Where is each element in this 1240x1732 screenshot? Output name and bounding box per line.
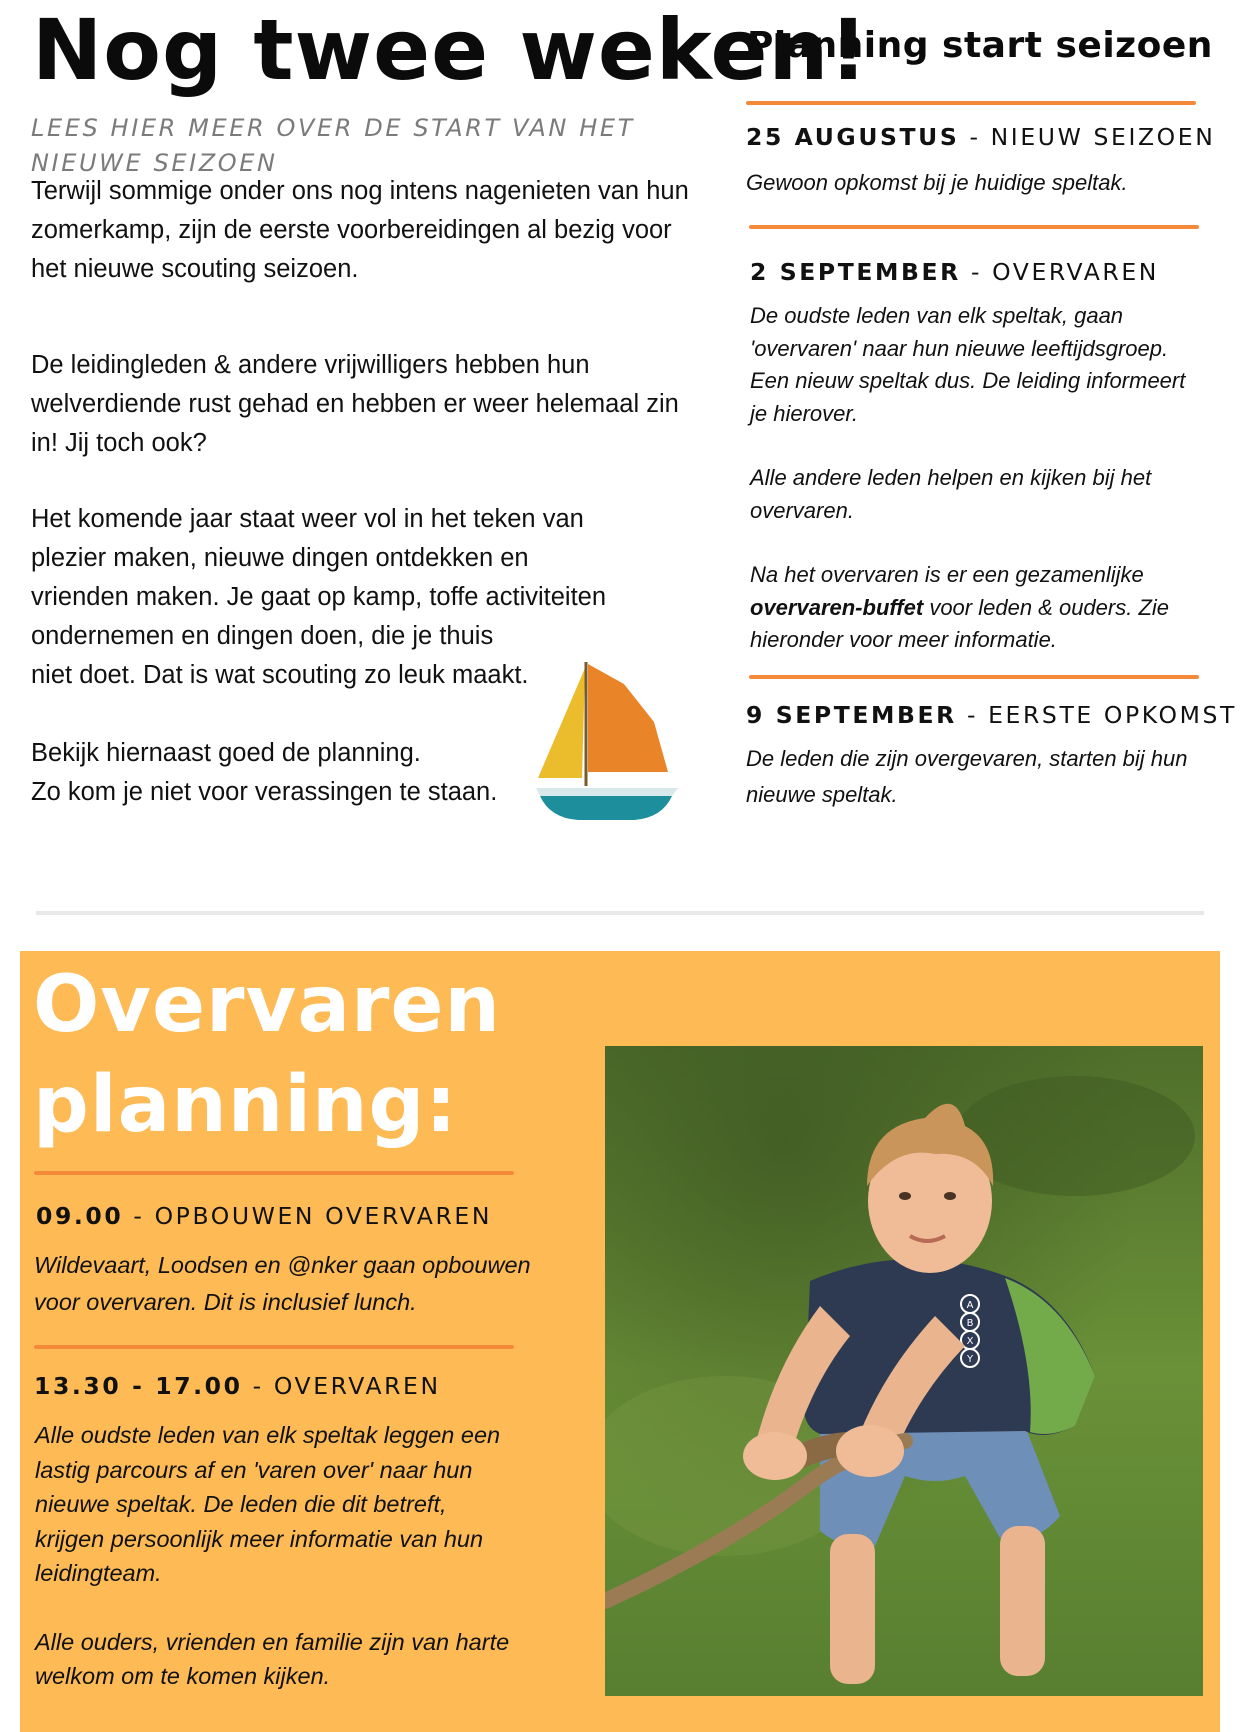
intro-paragraph-2: De leidingleden & andere vrijwilligers hebben hun welverdiende rust gehad en hebben er weer helemaal zin in! Jij toch ook? bbox=[31, 351, 679, 457]
event-heading: 2 SEPTEMBER - OVERVAREN bbox=[750, 258, 1159, 286]
rule-divider bbox=[34, 1171, 514, 1175]
schedule-description: Wildevaart, Loodsen en @nker gaan opbouwen voor overvaren. Dit is inclusief lunch. bbox=[34, 1252, 531, 1315]
intro-paragraph-3: Het komende jaar staat weer vol in het teken van plezier maken, nieuwe dingen ontdekken en vrienden maken. Je gaat op kamp, toffe activiteiten ondernemen en dingen doen, die je thuis niet doet. Dat is wat scouting zo leuk maakt. bbox=[31, 505, 607, 689]
sail-right bbox=[588, 664, 668, 772]
event-description: De oudste leden van elk speltak, gaan 'overvaren' naar hun nieuwe leeftijdsgroep. Een nieuw speltak dus. De leiding informeert je hierover. Alle andere leden helpen en kijken bij het overvaren. Na het overvaren is er een gezamenlijke overvaren-buffet voor leden & ouders. Zie hieronder voor meer informatie. bbox=[750, 300, 1210, 657]
event-heading: 9 SEPTEMBER - EERSTE OPKOMST bbox=[746, 701, 1237, 729]
page-headline: Nog twee weken! bbox=[32, 1, 869, 99]
schedule-heading: 13.30 - 17.00 - OVERVAREN bbox=[34, 1372, 441, 1400]
planning-title: Planning start seizoen bbox=[747, 25, 1213, 66]
rule-divider bbox=[749, 225, 1199, 229]
shirt-letter: X bbox=[966, 1336, 974, 1347]
hull-top bbox=[536, 788, 678, 796]
rule-divider bbox=[749, 675, 1199, 679]
shirt-letter: B bbox=[966, 1318, 974, 1329]
intro-paragraph-4: Bekijk hiernaast goed de planning. Zo kom je niet voor verassingen te staan. bbox=[31, 739, 498, 806]
schedule-heading: 09.00 - OPBOUWEN OVERVAREN bbox=[36, 1202, 493, 1230]
intro-subtitle: LEES HIER MEER OVER DE START VAN HET NIEUWE SEIZOEN bbox=[31, 114, 635, 177]
event-description-buffet: Na het overvaren is er een gezamenlijke overvaren-buffet voor leden & ouders. Zie hieronder voor meer informatie. bbox=[750, 562, 1170, 652]
event-description: Gewoon opkomst bij je huidige speltak. bbox=[746, 170, 1128, 195]
overvaren-title: Overvaren planning: bbox=[33, 960, 501, 1150]
sail-left bbox=[538, 668, 585, 778]
sailboat-icon bbox=[532, 660, 682, 820]
shirt-letter: A bbox=[966, 1300, 974, 1311]
event-description: De leden die zijn overgevaren, starten bij hun nieuwe speltak. bbox=[746, 746, 1188, 807]
rule-divider bbox=[34, 1345, 514, 1349]
hull bbox=[540, 796, 672, 820]
intro-paragraph-1: Terwijl sommige onder ons nog intens nagenieten van hun zomerkamp, zijn de eerste voorbereidingen al bezig voor het nieuwe scouting seizoen. bbox=[31, 177, 689, 283]
schedule-description: Alle oudste leden van elk speltak leggen een lastig parcours af en 'varen over' naar hun nieuwe speltak. De leden die dit betreft, krijgen persoonlijk meer informatie van hun leidingteam. Alle ouders, vrienden en familie zijn van harte welkom om te komen kijken. bbox=[35, 1422, 510, 1689]
tug-of-war-photo bbox=[605, 1046, 1203, 1696]
event-heading: 25 AUGUSTUS - NIEUW SEIZOEN bbox=[746, 123, 1216, 151]
section-divider bbox=[36, 911, 1204, 915]
shirt-letter: Y bbox=[966, 1354, 974, 1365]
rule-divider bbox=[746, 101, 1196, 105]
